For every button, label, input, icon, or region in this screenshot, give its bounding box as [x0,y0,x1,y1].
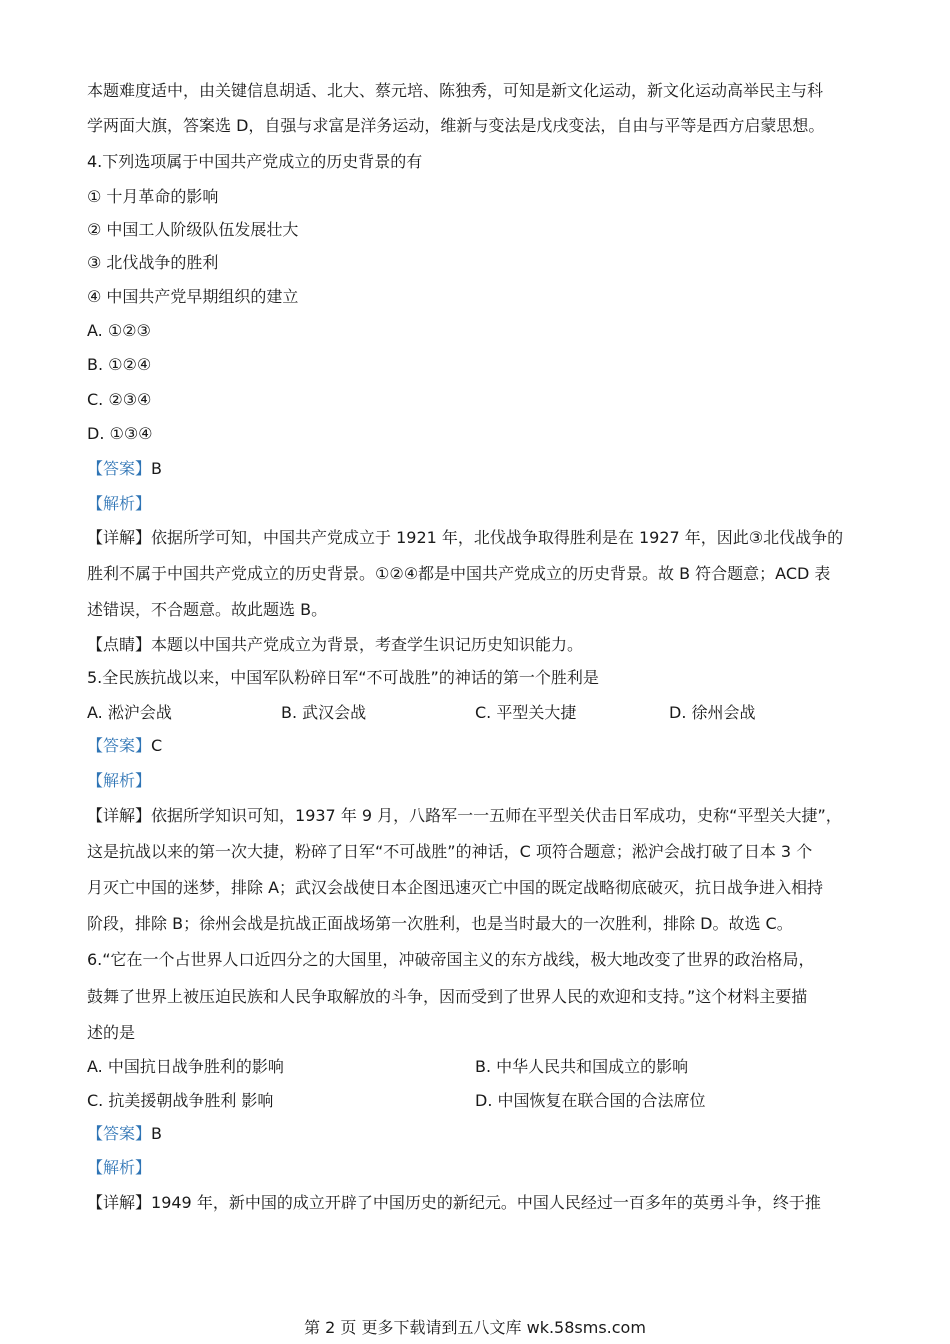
q5-detail-line-2: 这是抗战以来的第一次大捷，粉碎了日军“不可战胜”的神话，C 项符合题意；淞沪会战打破了日本 3 个 [87,842,813,861]
comment-tag: 【点睛】 [87,635,152,654]
q5-stem: 5.全民族抗战以来，中国军队粉碎日军“不可战胜”的神话的第一个胜利是 [87,668,599,687]
detail-tag: 【详解】 [87,528,152,547]
intro-line-1: 本题难度适中，由关键信息胡适、北大、蔡元培、陈独秀，可知是新文化运动，新文化运动高举民主与科 [87,81,824,100]
q4-option-c: C. ②③④ [87,390,152,409]
detail-text: 1949 年，新中国的成立开辟了中国历史的新纪元。中国人民经过一百多年的英勇斗争，终于推 [151,1193,821,1212]
q4-detail-line-1 [87,528,890,548]
q5-detail-line-1 [87,806,890,826]
detail-tag: 【详解】 [87,806,152,825]
q4-answer [87,459,890,479]
q4-item-3: ③ 北伐战争的胜利 [87,253,219,272]
q5-option-b: B. 武汉会战 [281,703,367,722]
q4-item-2: ② 中国工人阶级队伍发展壮大 [87,220,299,239]
comment-text: 本题以中国共产党成立为背景，考查学生识记历史知识能力。 [151,635,584,654]
q5-option-a: A. 淞沪会战 [87,703,172,722]
q6-stem-line-2: 鼓舞了世界上被压迫民族和人民争取解放的斗争，因而受到了世界人民的欢迎和支持。”这个材料主要描 [87,987,808,1006]
q4-item-4: ④ 中国共产党早期组织的建立 [87,287,299,306]
q4-detail-line-3: 述错误，不合题意。故此题选 B。 [87,600,328,619]
q6-option-b: B. 中华人民共和国成立的影响 [475,1057,689,1076]
detail-tag: 【详解】 [87,1193,152,1212]
detail-text: 依据所学可知，中国共产党成立于 1921 年，北伐战争取得胜利是在 1927 年，因此③北伐战争的 [151,528,844,547]
answer-tag: 【答案】 [87,459,152,478]
q4-option-d: D. ①③④ [87,424,153,443]
q6-option-a: A. 中国抗日战争胜利的影响 [87,1057,284,1076]
q5-detail-line-4: 阶段，排除 B；徐州会战是抗战正面战场第一次胜利，也是当时最大的一次胜利，排除 D。故选 C。 [87,914,793,933]
q6-stem-line-1: 6.“它在一个占世界人口近四分之的大国里，冲破帝国主义的东方战线，极大地改变了世界的政治格局， [87,950,815,969]
q6-option-d: D. 中国恢复在联合国的合法席位 [475,1091,706,1110]
q6-stem-line-3: 述的是 [87,1023,136,1042]
q5-option-c: C. 平型关大捷 [475,703,577,722]
q4-option-b: B. ①②④ [87,355,152,374]
detail-text: 依据所学知识可知，1937 年 9 月，八路军一一五师在平型关伏击日军成功，史称“平型关大捷”， [151,806,842,825]
answer-value: B [151,1124,162,1143]
answer-tag: 【答案】 [87,736,152,755]
page-footer: 第 2 页 更多下载请到五八文库 wk.58sms.com [304,1318,646,1337]
q4-analysis-tag: 【解析】 [87,494,152,513]
answer-value: B [151,459,162,478]
q4-option-a: A. ①②③ [87,321,151,340]
q6-analysis-tag: 【解析】 [87,1158,152,1177]
answer-value: C [151,736,163,755]
answer-tag: 【答案】 [87,1124,152,1143]
q6-option-c: C. 抗美援朝战争胜利 影响 [87,1091,274,1110]
q6-detail-line-1 [87,1193,890,1213]
q5-answer [87,736,890,756]
q4-comment [87,635,890,655]
q5-analysis-tag: 【解析】 [87,771,152,790]
q6-answer [87,1124,890,1144]
q4-stem: 4.下列选项属于中国共产党成立的历史背景的有 [87,152,423,171]
intro-line-2: 学两面大旗，答案选 D，自强与求富是洋务运动，维新与变法是戊戌变法，自由与平等是西方启蒙思想。 [87,116,825,135]
q5-option-d: D. 徐州会战 [669,703,756,722]
q4-detail-line-2: 胜利不属于中国共产党成立的历史背景。①②④都是中国共产党成立的历史背景。故 B 符合题意；ACD 表 [87,564,831,583]
q5-detail-line-3: 月灭亡中国的迷梦，排除 A；武汉会战使日本企图迅速灭亡中国的既定战略彻底破灭，抗日战争进入相持 [87,878,824,897]
q4-item-1: ① 十月革命的影响 [87,187,219,206]
